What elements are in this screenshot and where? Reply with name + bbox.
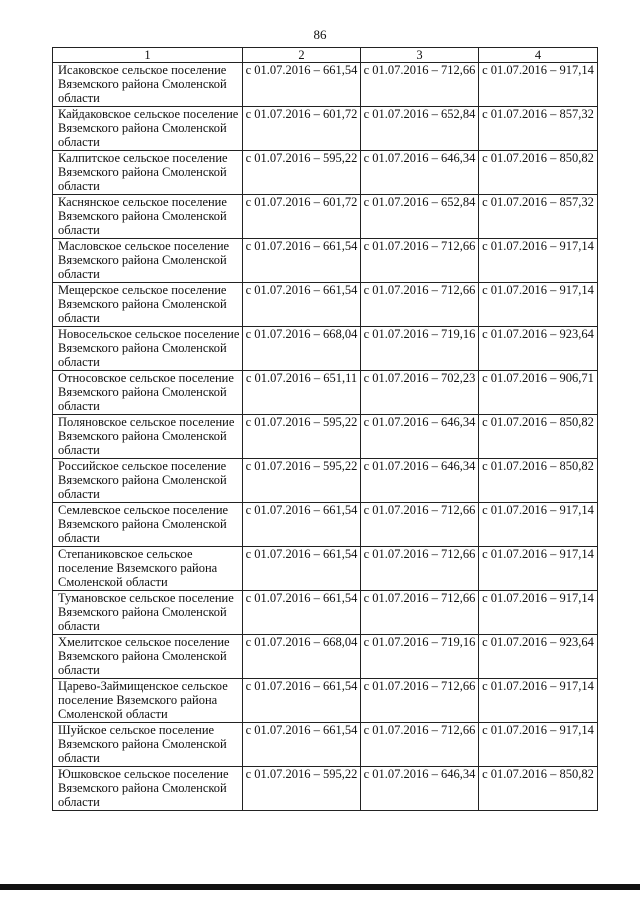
settlement-name-cell: Царево-Займищенское сельское поселение Вяземского района Смоленской области <box>53 679 243 723</box>
settlement-name-cell: Российское сельское поселение Вяземского района Смоленской области <box>53 459 243 503</box>
tariff-cell-col2: с 01.07.2016 – 661,54 <box>243 63 361 107</box>
settlement-name-cell: Хмелитское сельское поселение Вяземского района Смоленской области <box>53 635 243 679</box>
column-header-4: 4 <box>479 48 598 63</box>
tariff-cell-col4: с 01.07.2016 – 850,82 <box>479 415 598 459</box>
table-row <box>53 635 598 679</box>
settlement-name-cell: Степаниковское сельское поселение Вяземского района Смоленской области <box>53 547 243 591</box>
header-row <box>53 48 598 63</box>
tariff-cell-col2: с 01.07.2016 – 601,72 <box>243 195 361 239</box>
tariff-cell-col2: с 01.07.2016 – 595,22 <box>243 151 361 195</box>
settlement-name-cell: Калпитское сельское поселение Вяземского района Смоленской области <box>53 151 243 195</box>
settlement-name-cell: Исаковское сельское поселение Вяземского района Смоленской области <box>53 63 243 107</box>
settlement-name-cell: Относовское сельское поселение Вяземского района Смоленской области <box>53 371 243 415</box>
tariff-cell-col2: с 01.07.2016 – 661,54 <box>243 679 361 723</box>
table-row <box>53 679 598 723</box>
tariff-cell-col4: с 01.07.2016 – 917,14 <box>479 679 598 723</box>
tariff-cell-col4: с 01.07.2016 – 850,82 <box>479 459 598 503</box>
page-number: 86 <box>313 27 327 42</box>
tariff-cell-col3: с 01.07.2016 – 712,66 <box>361 591 479 635</box>
tariff-cell-col4: с 01.07.2016 – 850,82 <box>479 767 598 811</box>
table-row <box>53 503 598 547</box>
tariff-cell-col4: с 01.07.2016 – 917,14 <box>479 503 598 547</box>
tariff-cell-col2: с 01.07.2016 – 651,11 <box>243 371 361 415</box>
tariff-cell-col2: с 01.07.2016 – 661,54 <box>243 723 361 767</box>
tariff-cell-col4: с 01.07.2016 – 917,14 <box>479 239 598 283</box>
settlement-name-cell: Поляновское сельское поселение Вяземского района Смоленской области <box>53 415 243 459</box>
tariff-cell-col3: с 01.07.2016 – 719,16 <box>361 327 479 371</box>
tariff-cell-col2: с 01.07.2016 – 661,54 <box>243 283 361 327</box>
table-row <box>53 239 598 283</box>
settlement-name-cell: Каснянское сельское поселение Вяземского района Смоленской области <box>53 195 243 239</box>
tariff-cell-col3: с 01.07.2016 – 702,23 <box>361 371 479 415</box>
tariff-cell-col2: с 01.07.2016 – 595,22 <box>243 459 361 503</box>
tariff-cell-col3: с 01.07.2016 – 646,34 <box>361 459 479 503</box>
tariff-cell-col3: с 01.07.2016 – 712,66 <box>361 723 479 767</box>
tariff-cell-col2: с 01.07.2016 – 661,54 <box>243 591 361 635</box>
column-header-2: 2 <box>243 48 361 63</box>
tariff-cell-col3: с 01.07.2016 – 712,66 <box>361 679 479 723</box>
tariff-table <box>52 47 598 811</box>
tariff-cell-col2: с 01.07.2016 – 668,04 <box>243 327 361 371</box>
table-body <box>53 63 598 811</box>
settlement-name-cell: Кайдаковское сельское поселение Вяземского района Смоленской области <box>53 107 243 151</box>
tariff-cell-col4: с 01.07.2016 – 917,14 <box>479 547 598 591</box>
tariff-cell-col3: с 01.07.2016 – 646,34 <box>361 767 479 811</box>
tariff-cell-col3: с 01.07.2016 – 652,84 <box>361 195 479 239</box>
settlement-name-cell: Тумановское сельское поселение Вяземского района Смоленской области <box>53 591 243 635</box>
tariff-cell-col4: с 01.07.2016 – 917,14 <box>479 283 598 327</box>
table-row <box>53 283 598 327</box>
tariff-cell-col2: с 01.07.2016 – 595,22 <box>243 415 361 459</box>
settlement-name-cell: Новосельское сельское поселение Вяземского района Смоленской области <box>53 327 243 371</box>
tariff-cell-col2: с 01.07.2016 – 661,54 <box>243 239 361 283</box>
tariff-cell-col2: с 01.07.2016 – 661,54 <box>243 503 361 547</box>
tariff-cell-col3: с 01.07.2016 – 719,16 <box>361 635 479 679</box>
table-row <box>53 547 598 591</box>
table-row <box>53 107 598 151</box>
tariff-cell-col4: с 01.07.2016 – 906,71 <box>479 371 598 415</box>
table-row <box>53 195 598 239</box>
tariff-cell-col4: с 01.07.2016 – 917,14 <box>479 591 598 635</box>
table-row <box>53 63 598 107</box>
column-header-1: 1 <box>53 48 243 63</box>
tariff-cell-col3: с 01.07.2016 – 652,84 <box>361 107 479 151</box>
settlement-name-cell: Мещерское сельское поселение Вяземского района Смоленской области <box>53 283 243 327</box>
tariff-cell-col4: с 01.07.2016 – 857,32 <box>479 195 598 239</box>
tariff-cell-col3: с 01.07.2016 – 646,34 <box>361 151 479 195</box>
table-row <box>53 371 598 415</box>
settlement-name-cell: Семлевское сельское поселение Вяземского района Смоленской области <box>53 503 243 547</box>
tariff-cell-col3: с 01.07.2016 – 712,66 <box>361 63 479 107</box>
tariff-cell-col2: с 01.07.2016 – 601,72 <box>243 107 361 151</box>
settlement-name-cell: Масловское сельское поселение Вяземского района Смоленской области <box>53 239 243 283</box>
tariff-cell-col4: с 01.07.2016 – 917,14 <box>479 63 598 107</box>
tariff-cell-col4: с 01.07.2016 – 923,64 <box>479 635 598 679</box>
tariff-cell-col2: с 01.07.2016 – 668,04 <box>243 635 361 679</box>
table-row <box>53 723 598 767</box>
table-row <box>53 415 598 459</box>
tariff-cell-col4: с 01.07.2016 – 923,64 <box>479 327 598 371</box>
column-header-3: 3 <box>361 48 479 63</box>
tariff-cell-col3: с 01.07.2016 – 712,66 <box>361 503 479 547</box>
settlement-name-cell: Шуйское сельское поселение Вяземского района Смоленской области <box>53 723 243 767</box>
table-row <box>53 327 598 371</box>
scan-bottom-border <box>0 884 640 890</box>
tariff-cell-col3: с 01.07.2016 – 712,66 <box>361 547 479 591</box>
tariff-cell-col4: с 01.07.2016 – 850,82 <box>479 151 598 195</box>
table-header <box>53 48 598 63</box>
table-row <box>53 591 598 635</box>
tariff-cell-col3: с 01.07.2016 – 712,66 <box>361 239 479 283</box>
tariff-cell-col3: с 01.07.2016 – 646,34 <box>361 415 479 459</box>
table-row <box>53 151 598 195</box>
table-row <box>53 459 598 503</box>
table-row <box>53 767 598 811</box>
settlement-name-cell: Юшковское сельское поселение Вяземского района Смоленской области <box>53 767 243 811</box>
tariff-cell-col3: с 01.07.2016 – 712,66 <box>361 283 479 327</box>
tariff-cell-col2: с 01.07.2016 – 661,54 <box>243 547 361 591</box>
tariff-cell-col4: с 01.07.2016 – 917,14 <box>479 723 598 767</box>
tariff-cell-col4: с 01.07.2016 – 857,32 <box>479 107 598 151</box>
tariff-cell-col2: с 01.07.2016 – 595,22 <box>243 767 361 811</box>
